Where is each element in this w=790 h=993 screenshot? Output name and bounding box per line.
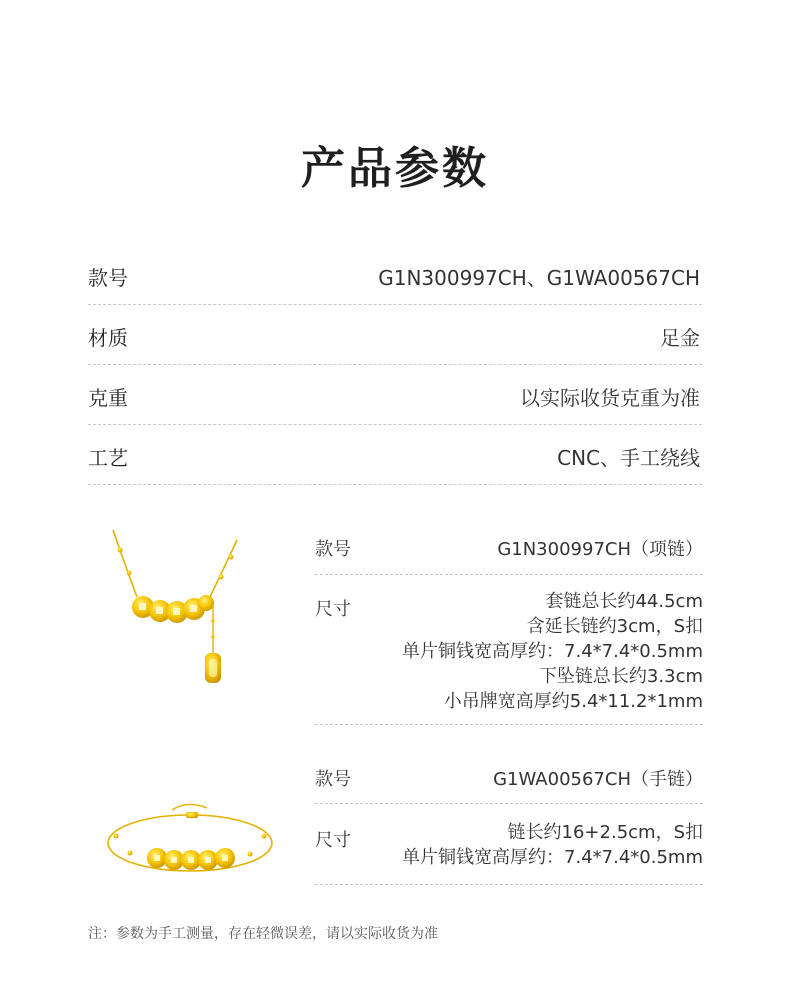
size-line: 含延长链约3cm，S扣 (526, 616, 703, 637)
model-value: G1WA00567CH（手链） (493, 769, 703, 790)
necklace-size-row (315, 575, 703, 725)
page-title: 产品参数 (301, 143, 489, 194)
size-line: 小吊牌宽高厚约5.4*11.2*1mm (443, 691, 703, 712)
size-line: 单片铜钱宽高厚约：7.4*7.4*0.5mm (402, 641, 703, 662)
size-label: 尺寸 (315, 599, 351, 620)
footnote: 注：参数为手工测量，存在轻微误差，请以实际收货为准 (88, 926, 438, 942)
spec-row-material (88, 305, 702, 365)
necklace-model-row (315, 520, 703, 575)
spec-row-craft (88, 425, 702, 485)
size-line: 下坠链总长约3.3cm (538, 666, 703, 687)
spec-row-model (88, 245, 702, 305)
bracelet-image (102, 798, 278, 878)
necklace-image (105, 525, 245, 695)
model-label: 款号 (315, 539, 351, 560)
spec-table (88, 245, 702, 485)
size-lines (402, 589, 703, 714)
spec-label: 克重 (88, 386, 128, 410)
spec-value: G1N300997CH、G1WA00567CH (378, 266, 700, 290)
spec-row-weight (88, 365, 702, 425)
spec-label: 款号 (88, 266, 128, 290)
size-line: 链长约16+2.5cm，S扣 (507, 822, 703, 843)
spec-value: CNC、手工绕线 (557, 446, 700, 470)
size-line: 套链总长约44.5cm (545, 591, 703, 612)
spec-label: 材质 (88, 326, 128, 350)
model-label: 款号 (315, 769, 351, 790)
necklace-details (315, 520, 703, 725)
size-line: 单片铜钱宽高厚约：7.4*7.4*0.5mm (402, 847, 703, 868)
bracelet-size-row (315, 804, 703, 885)
bracelet-model-row (315, 750, 703, 804)
spec-value: 足金 (660, 326, 700, 350)
bracelet-details (315, 750, 703, 885)
size-label: 尺寸 (315, 830, 351, 851)
model-value: G1N300997CH（项链） (497, 539, 703, 560)
spec-label: 工艺 (88, 446, 128, 470)
size-lines (402, 820, 703, 870)
spec-value: 以实际收货克重为准 (520, 386, 700, 410)
